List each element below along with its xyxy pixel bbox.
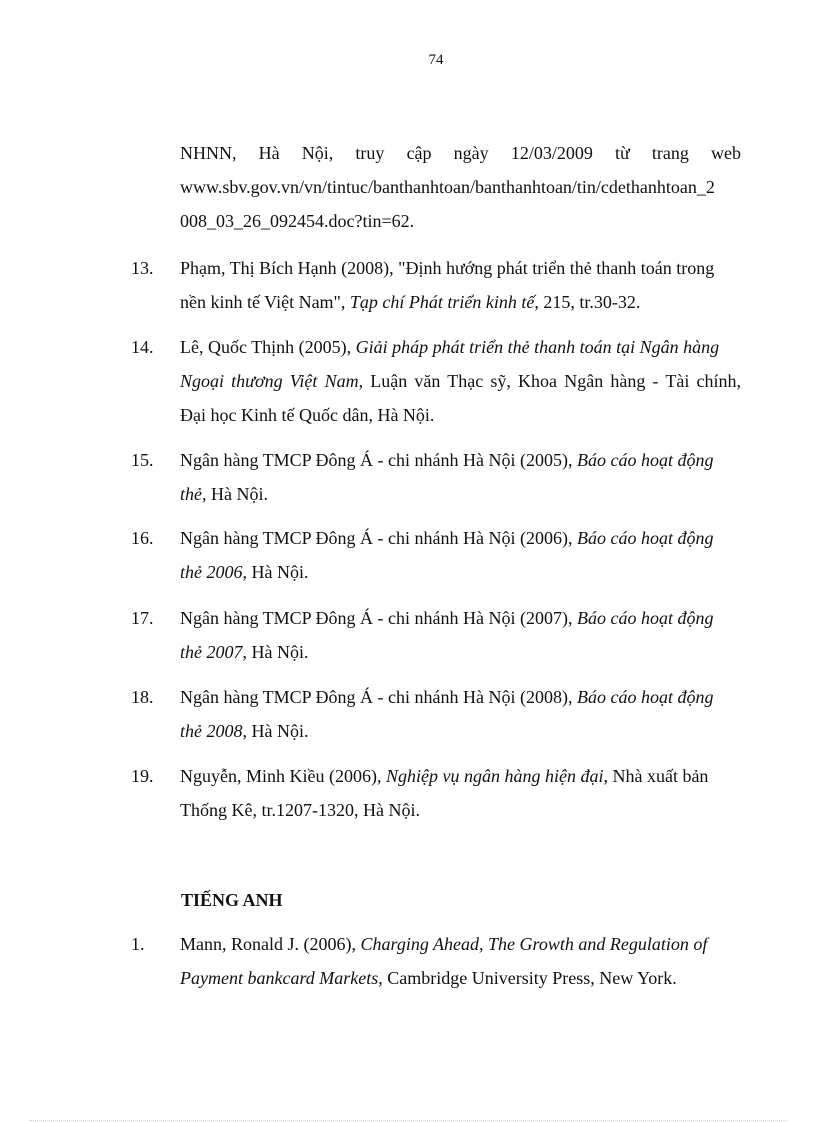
reference-body (180, 443, 741, 511)
reference-title: Nghiệp vụ ngân hàng hiện đại (385, 766, 604, 786)
continuation-line-2: www.sbv.gov.vn/vn/tintuc/banthanhtoan/banthanhtoan/tin/cdethanhtoan_2 (180, 177, 715, 197)
reference-title: thẻ 2007 (180, 642, 243, 662)
reference-line (180, 443, 741, 477)
reference-number: 15. (131, 450, 154, 470)
reference-title: Ngoại thương Việt Nam (180, 371, 359, 391)
reference-body (180, 601, 741, 669)
reference-text: Ngân hàng TMCP Đông Á - chi nhánh Hà Nội (2005), (180, 450, 577, 470)
reference-text: Nguyễn, Minh Kiều (2006), (180, 766, 386, 786)
reference-body (180, 927, 741, 995)
reference-title: Tạp chí Phát triển kinh tế (345, 292, 535, 312)
reference-title: thẻ 2008 (180, 721, 243, 741)
reference-title: Báo cáo hoạt động (576, 450, 714, 470)
reference-line (180, 635, 741, 669)
reference-text: Mann, Ronald J. (2006), (180, 934, 361, 954)
reference-text: , Luận văn Thạc sỹ, Khoa Ngân hàng - Tài chính, (358, 371, 741, 391)
reference-text: Ngân hàng TMCP Đông Á - chi nhánh Hà Nội (2007), (180, 608, 577, 628)
reference-title: Charging Ahead, The Growth and Regulation of (360, 934, 708, 954)
reference-line (180, 927, 741, 961)
reference-body (180, 759, 741, 827)
reference-12-continuation (180, 136, 741, 238)
reference-line (180, 364, 741, 398)
continuation-line-1: NHNN, Hà Nội, truy cập ngày 12/03/2009 từ trang web (180, 143, 741, 163)
reference-text: nền kinh tế Việt Nam", (180, 292, 346, 312)
reference-title: Payment bankcard Markets (180, 968, 379, 988)
reference-title: thẻ 2006 (180, 562, 243, 582)
reference-text: , Hà Nội. (242, 642, 309, 662)
reference-body (180, 521, 741, 589)
reference-line: Phạm, Thị Bích Hạnh (2008), "Định hướng phát triển thẻ thanh toán trong (180, 258, 715, 278)
reference-body (180, 330, 741, 432)
section-heading-english: TIẾNG ANH (181, 890, 283, 910)
reference-number: 17. (131, 608, 154, 628)
reference-text: Ngân hàng TMCP Đông Á - chi nhánh Hà Nội (2008), (180, 687, 577, 707)
reference-line (180, 477, 741, 511)
reference-line (180, 714, 741, 748)
reference-text: , Hà Nội. (242, 562, 309, 582)
reference-text: , Cambridge University Press, New York. (378, 968, 677, 988)
reference-line (180, 759, 741, 793)
reference-line (180, 601, 741, 635)
reference-text: , Hà Nội. (242, 721, 309, 741)
reference-number: 18. (131, 687, 154, 707)
reference-text: , Hà Nội. (202, 484, 268, 504)
reference-line (180, 961, 741, 995)
reference-number: 19. (131, 766, 154, 786)
reference-title: Giải pháp phát triển thẻ thanh toán tại Ngân hàng (355, 337, 720, 357)
reference-title: Báo cáo hoạt động (576, 687, 714, 707)
reference-text: , 215, tr.30-32. (534, 292, 641, 312)
reference-line (180, 521, 741, 555)
page-bottom-rule (30, 1120, 786, 1121)
reference-text: Lê, Quốc Thịnh (2005), (180, 337, 356, 357)
reference-number: 1. (131, 934, 145, 954)
reference-number: 13. (131, 258, 154, 278)
reference-title: Báo cáo hoạt động (576, 528, 714, 548)
reference-line: Thống Kê, tr.1207-1320, Hà Nội. (180, 800, 420, 820)
reference-body (180, 680, 741, 748)
page-number: 74 (428, 52, 444, 68)
reference-text: , Nhà xuất bản (603, 766, 709, 786)
reference-line (180, 330, 741, 364)
reference-number: 16. (131, 528, 154, 548)
reference-body (180, 251, 741, 319)
reference-text: Ngân hàng TMCP Đông Á - chi nhánh Hà Nội (2006), (180, 528, 577, 548)
reference-number: 14. (131, 337, 154, 357)
reference-line: Đại học Kinh tế Quốc dân, Hà Nội. (180, 405, 435, 425)
reference-line (180, 285, 741, 319)
reference-title: thẻ (180, 484, 202, 504)
reference-line (180, 555, 741, 589)
reference-line (180, 680, 741, 714)
reference-title: Báo cáo hoạt động (576, 608, 714, 628)
continuation-line-3: 008_03_26_092454.doc?tin=62. (180, 211, 415, 231)
